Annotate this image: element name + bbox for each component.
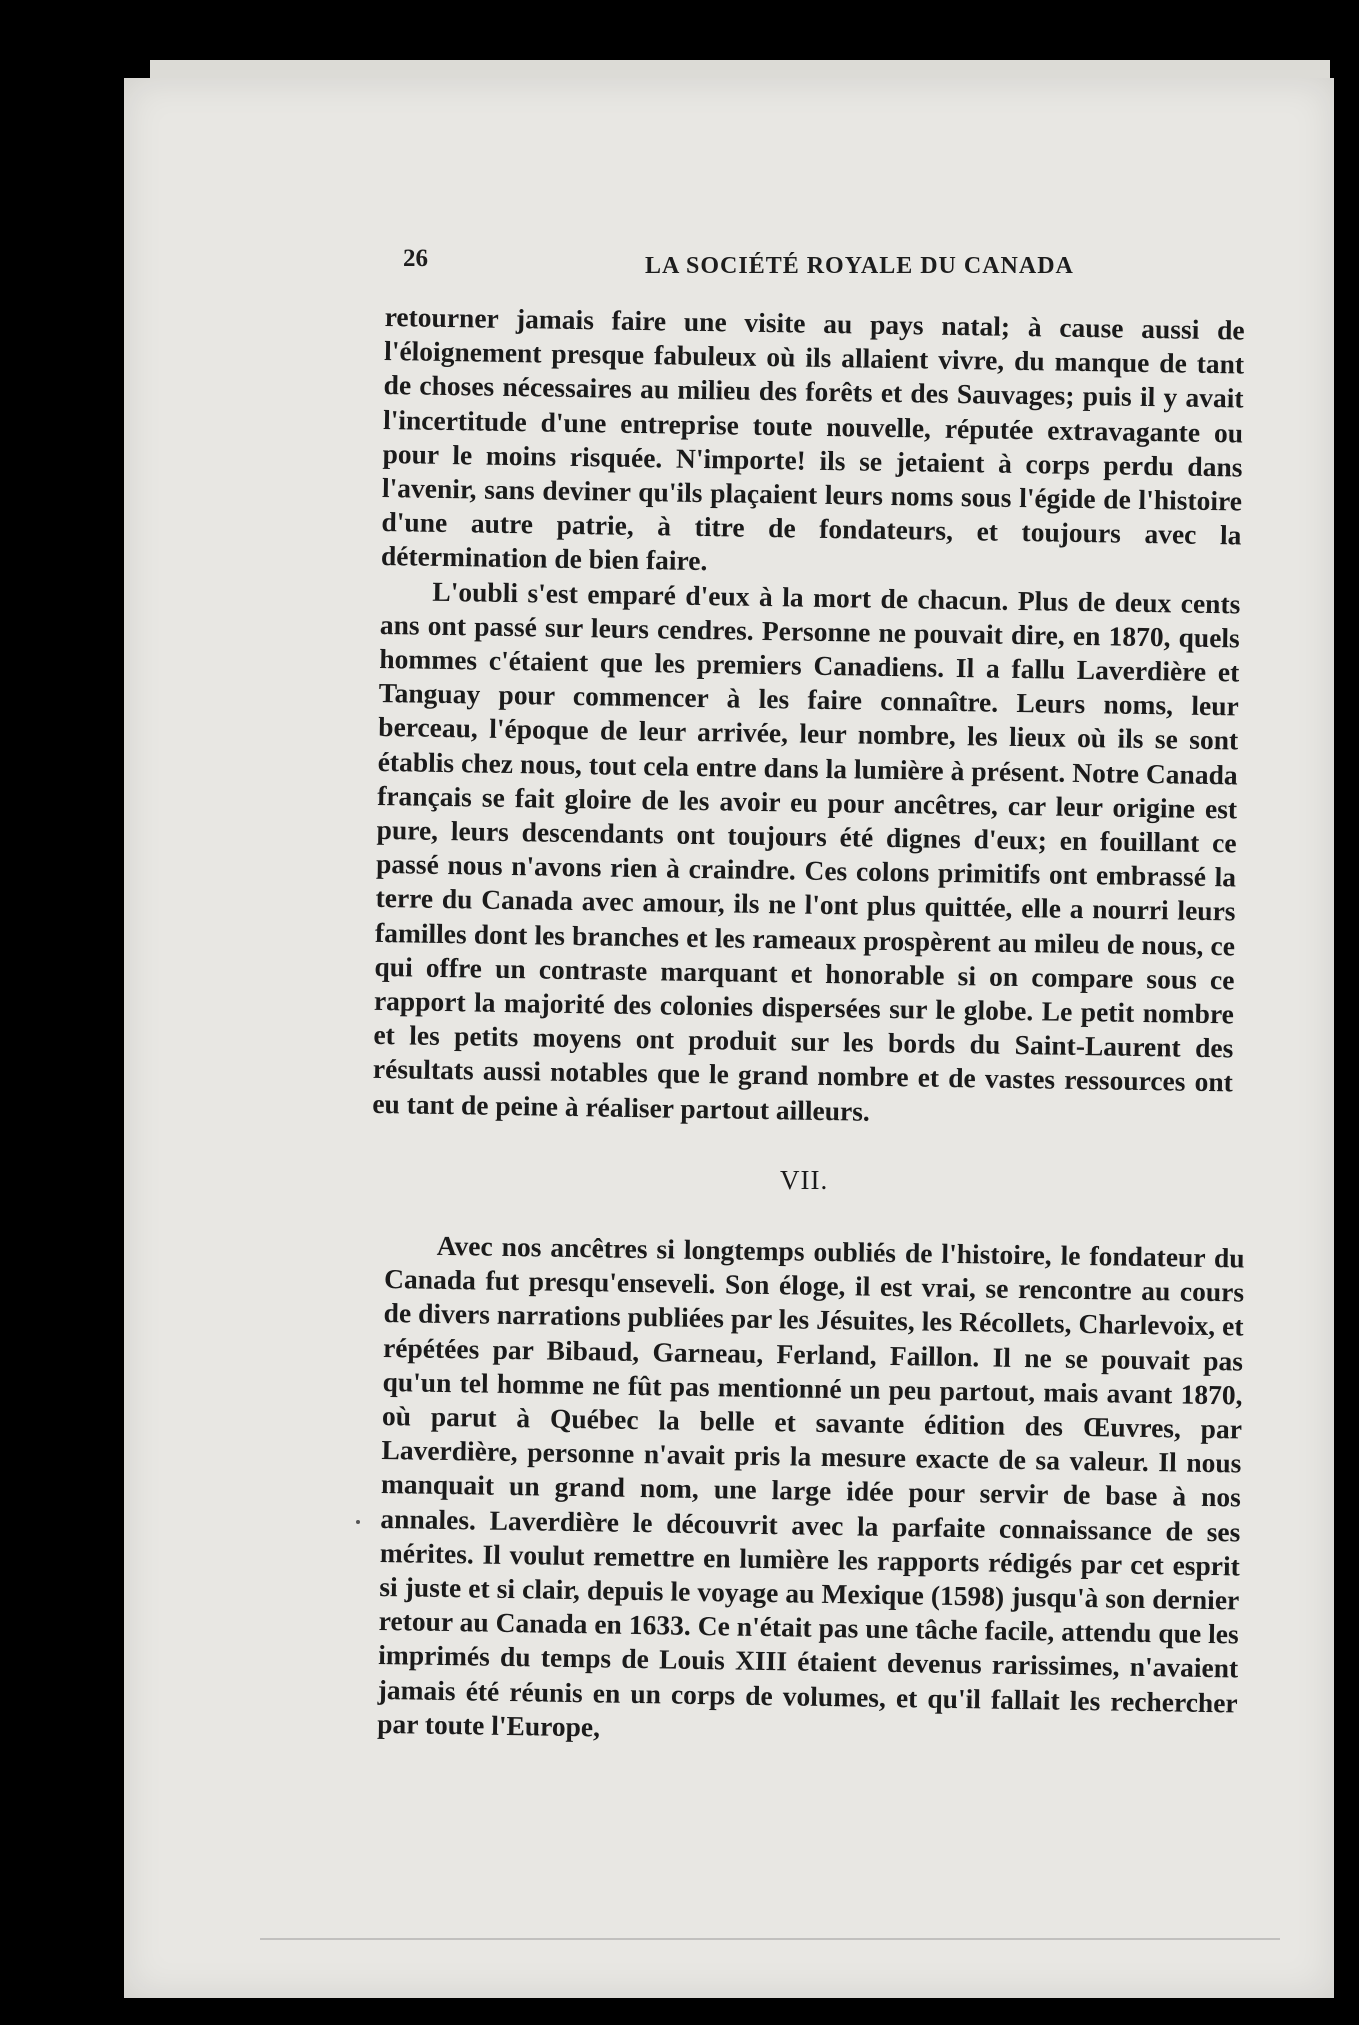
page-header [275, 245, 1250, 285]
paragraph: Avec nos ancêtres si longtemps oubliés de l'histoire, le fondateur du Canada fut presqu'enseveli. Son éloge, il est vrai, se rencontre au cours de divers narrations publiées par les Jésuites, les Récollets, Charlevoix, et répétées par Bibaud, Garneau, Ferland, Faillon. Il ne se pouvait pas qu'un tel homme ne fût pas mentionné un peu partout, mais avant 1870, où parut à Québec la belle et savante édition des Œuvres, par Laverdière, personne n'avait pris la mesure exacte de sa valeur. Il nous manquait un grand nom, une large idée pour servir de base à nos annales. Laverdière le découvrit avec la parfaite connaissance de ses mérites. Il voulut remettre en lumière les rapports rédigés par cet esprit si juste et si clair, depuis le voyage au Mexique (1598) jusqu'à son dernier retour au Canada en 1633. Ce n'était pas une tâche facile, attendu que les imprimés du temps de Louis XIII étaient devenus rarissimes, n'avaient jamais été réunis en un corps de volumes, et qu'il fallait les rechercher par toute l'Europe, [376, 1229, 1245, 1743]
paragraph-continuation: retourner jamais faire une visite au pays natal; à cause aussi de l'éloignement presque fabuleux où ils allaient vivre, du manque de tant de choses nécessaires au milieu des forêts et des Sauvages; puis il y avait l'incertitude d'une entreprise toute nouvelle, réputée extravagante ou pour le moins risquée. N'importe! ils se jetaient à corps perdu dans l'avenir, sans deviner qu'ils plaçaient leurs noms sous l'égide de l'histoire d'une autre patrie, à titre de fondateurs, et toujours avec la détermination de bien faire. [380, 300, 1245, 577]
page-number: 26 [403, 245, 428, 272]
running-head: LA SOCIÉTÉ ROYALE DU CANADA [645, 253, 1074, 279]
body-text-top [372, 300, 1245, 1134]
section-heading: VII. [780, 1165, 829, 1195]
page-bottom-rule [260, 1938, 1280, 1940]
scan-speck [356, 1520, 360, 1524]
paragraph: L'oubli s'est emparé d'eux à la mort de chacun. Plus de deux cents ans ont passé sur leurs cendres. Personne ne pouvait dire, en 1870, quels hommes c'étaient que les premiers Canadiens. Il a fallu Laverdière et Tanguay pour commencer à les faire connaître. Leurs noms, leur berceau, l'époque de leur arrivée, leur nombre, les lieux où ils se sont établis chez nous, tout cela entre dans la lumière à présent. Notre Canada français se fait gloire de les avoir eu pour ancêtres, car leur origine est pure, leurs descendants ont toujours été dignes d'eux; en fouillant ce passé nous n'avons rien à craindre. Ces colons primitifs ont embrassé la terre du Canada avec amour, ils ne l'ont plus quittée, elle a nourri leurs familles dont les branches et les rameaux prospèrent au mileu de nous, ce qui offre un contraste marquant et honorable si on compare sous ce rapport la majorité des colonies dispersées sur le globe. Le petit nombre et les petits moyens ont produit sur les bords du Saint-Laurent des résultats aussi notables que le grand nombre et de vastes ressources ont eu tant de peine à réaliser partout ailleurs. [372, 575, 1241, 1127]
body-text-bottom [377, 1228, 1245, 1754]
